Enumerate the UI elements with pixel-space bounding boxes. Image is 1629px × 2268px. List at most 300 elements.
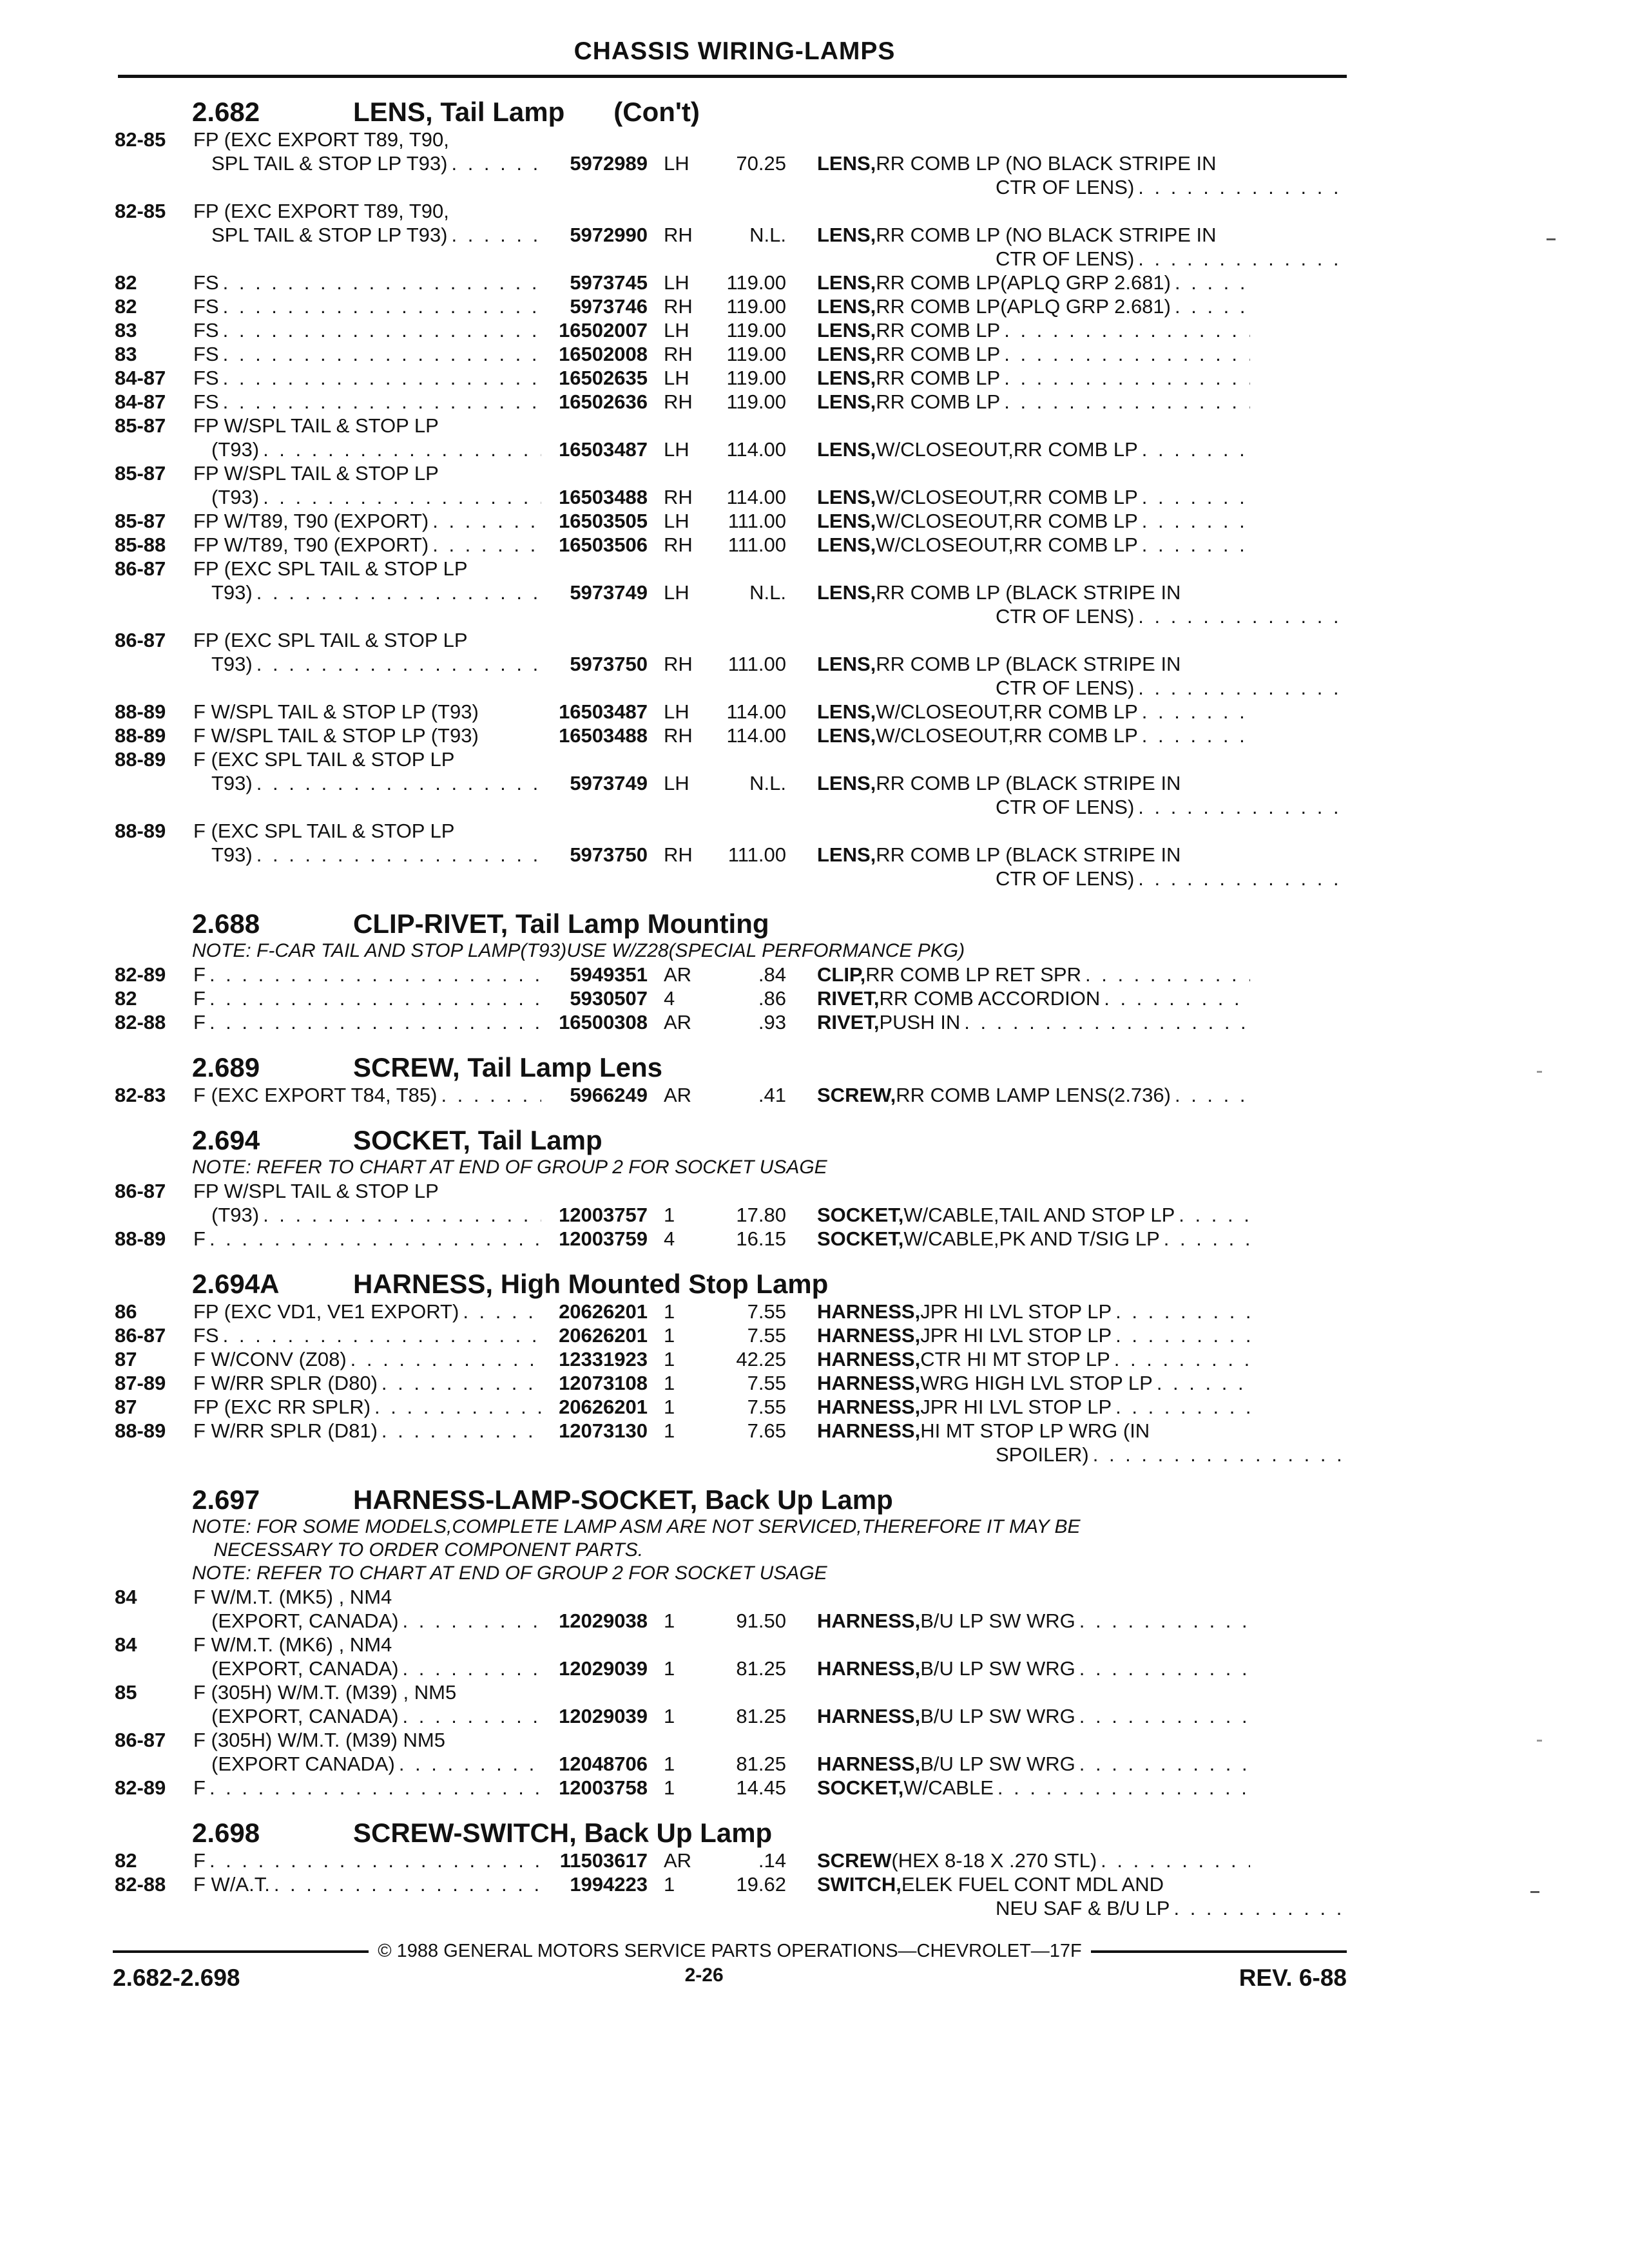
part-number: 20626201 <box>559 1300 648 1323</box>
part-name-keyword: HARNESS, <box>817 1753 921 1775</box>
price: 7.55 <box>747 1396 786 1418</box>
part-number: 5972989 <box>570 152 648 175</box>
part-name <box>786 1395 1250 1419</box>
part-name-continuation-text: CTR OF LENS) <box>996 605 1135 628</box>
part-row <box>115 581 1347 604</box>
quantity: RH <box>664 533 693 556</box>
part-name-continuation-text: CTR OF LENS) <box>996 176 1135 198</box>
section-title: SCREW-SWITCH, Back Up Lamp <box>353 1818 773 1848</box>
part-name-continuation-text: CTR OF LENS) <box>996 247 1135 270</box>
leader-dots <box>1000 318 1250 342</box>
leader-dots <box>206 1849 541 1872</box>
leader-dots <box>270 1872 541 1896</box>
part-name-continuation-text: SPOILER) <box>996 1443 1089 1466</box>
application-description <box>193 1300 541 1323</box>
leader-dots <box>206 1010 541 1034</box>
part-name-keyword: HARNESS, <box>817 1396 921 1418</box>
part-name-text: W/CLOSEOUT,RR COMB LP <box>876 724 1138 747</box>
section-note: NECESSARY TO ORDER COMPONENT PARTS. <box>192 1539 644 1561</box>
leader-dots <box>447 151 541 175</box>
part-row <box>115 963 1347 986</box>
application-description <box>193 1227 541 1251</box>
application-text: F W/SPL TAIL & STOP LP (T93) <box>193 724 479 747</box>
leader-dots <box>1097 1849 1250 1872</box>
application-text: FS <box>193 367 219 389</box>
application-description <box>193 1419 541 1443</box>
part-number: 12073108 <box>559 1372 648 1394</box>
leader-dots <box>1089 1443 1347 1466</box>
quantity: 1 <box>664 1753 675 1775</box>
part-name-continuation-text: CTR OF LENS) <box>996 867 1135 890</box>
part-name-keyword: SCREW <box>817 1849 892 1872</box>
quantity: 1 <box>664 1372 675 1394</box>
footer-revision: REV. 6-88 <box>1239 1965 1347 1991</box>
model-years: 86 <box>115 1300 137 1323</box>
part-name <box>786 581 1250 604</box>
model-years: 85-87 <box>115 414 166 437</box>
leader-dots <box>1171 1083 1250 1107</box>
part-name-continuation <box>115 604 1347 628</box>
part-number: 16502636 <box>559 390 648 413</box>
price: N.L. <box>749 224 786 246</box>
quantity: LH <box>664 581 689 604</box>
part-name-text: B/U LP SW WRG <box>920 1753 1075 1775</box>
section-number: 2.689 <box>192 1052 260 1082</box>
part-name-text: B/U LP SW WRG <box>920 1657 1075 1680</box>
part-number: 16503487 <box>559 700 648 723</box>
part-number: 16502008 <box>559 343 648 365</box>
application-text: FS <box>193 343 219 365</box>
leader-dots <box>259 485 541 509</box>
part-row <box>115 1633 1347 1657</box>
part-row <box>115 1395 1347 1419</box>
model-years: 82-85 <box>115 200 166 222</box>
part-row <box>115 700 1347 724</box>
leader-dots <box>447 223 541 247</box>
application-description <box>193 771 541 795</box>
model-years: 82 <box>115 271 137 294</box>
footer-section-range: 2.682-2.698 <box>113 1965 240 1991</box>
price: 70.25 <box>736 152 786 175</box>
part-name-keyword: LENS, <box>817 533 876 556</box>
quantity: 1 <box>664 1776 675 1799</box>
part-name-text: RR COMB LAMP LENS(2.736) <box>896 1084 1171 1106</box>
part-name-keyword: HARNESS, <box>817 1300 921 1323</box>
application-text: F W/M.T. (MK6) , NM4 <box>193 1633 392 1656</box>
leader-dots <box>219 271 541 294</box>
leader-dots <box>206 1227 541 1251</box>
part-row <box>115 628 1347 652</box>
application-description <box>193 700 541 724</box>
part-row <box>115 1849 1347 1872</box>
application-description <box>193 294 541 318</box>
part-row <box>115 1776 1347 1800</box>
model-years: 86-87 <box>115 557 166 580</box>
part-name-text: (HEX 8-18 X .270 STL) <box>891 1849 1097 1872</box>
price: 16.15 <box>736 1227 786 1250</box>
part-number: 5973750 <box>570 843 648 866</box>
part-name-continuation-text: CTR OF LENS) <box>996 796 1135 818</box>
leader-dots <box>1138 724 1250 747</box>
page-title: CHASSIS WIRING-LAMPS <box>574 37 896 65</box>
part-name <box>786 485 1250 509</box>
part-name-text: RR COMB LP (NO BLACK STRIPE IN <box>876 152 1217 175</box>
model-years: 85-87 <box>115 462 166 485</box>
part-number: 5973749 <box>570 581 648 604</box>
application-description <box>193 1203 541 1227</box>
quantity: 1 <box>664 1324 675 1347</box>
part-row <box>115 843 1347 867</box>
section-note: NOTE: FOR SOME MODELS,COMPLETE LAMP ASM ARE NOT SERVICED,THEREFORE IT MAY BE <box>192 1516 1081 1537</box>
quantity: RH <box>664 343 693 365</box>
part-row <box>115 1179 1347 1203</box>
leader-dots <box>1134 867 1347 890</box>
application-text: FP W/SPL TAIL & STOP LP <box>193 1180 439 1202</box>
application-text: FS <box>193 271 219 294</box>
application-text: SPL TAIL & STOP LP T93) <box>211 152 448 175</box>
model-years: 84 <box>115 1586 137 1608</box>
part-row <box>115 533 1347 557</box>
leader-dots <box>378 1371 541 1395</box>
leader-dots <box>253 771 541 795</box>
model-years: 87-89 <box>115 1372 166 1394</box>
application-description <box>193 271 541 294</box>
application-description <box>193 509 541 533</box>
price: .93 <box>758 1011 786 1033</box>
quantity: RH <box>664 224 693 246</box>
model-years: 84-87 <box>115 390 166 413</box>
part-name-continuation <box>115 247 1347 271</box>
section-heading <box>115 1811 1347 1849</box>
part-name-continuation <box>115 676 1347 700</box>
part-name-text: W/CLOSEOUT,RR COMB LP <box>876 510 1138 532</box>
part-number: 12029039 <box>559 1705 648 1727</box>
price: 111.00 <box>728 533 786 556</box>
section-heading <box>115 1046 1347 1083</box>
price: .84 <box>758 963 786 986</box>
part-row <box>115 986 1347 1010</box>
part-name-keyword: LENS, <box>817 700 876 723</box>
application-text: FP (EXC EXPORT T89, T90, <box>193 200 449 222</box>
price: 114.00 <box>726 486 786 508</box>
application-text: (T93) <box>211 438 260 461</box>
application-text: FS <box>193 390 219 413</box>
price: 119.00 <box>726 295 786 318</box>
quantity: 4 <box>664 987 675 1010</box>
part-name-text: WRG HIGH LVL STOP LP <box>920 1372 1153 1394</box>
application-description <box>193 628 541 652</box>
part-name <box>786 1419 1250 1443</box>
section-title: HARNESS-LAMP-SOCKET, Back Up Lamp <box>353 1485 893 1515</box>
model-years: 82-88 <box>115 1873 166 1896</box>
application-text: FS <box>193 319 219 341</box>
part-name-continuation <box>115 175 1347 199</box>
price: 7.55 <box>747 1324 786 1347</box>
application-text: (T93) <box>211 486 260 508</box>
leader-dots <box>1112 1323 1250 1347</box>
application-description <box>193 318 541 342</box>
quantity: 1 <box>664 1300 675 1323</box>
application-text: FP W/T89, T90 (EXPORT) <box>193 533 429 556</box>
application-text: F (305H) W/M.T. (M39) , NM5 <box>193 1681 457 1704</box>
application-description <box>193 1395 541 1419</box>
leader-dots <box>1112 1395 1250 1419</box>
part-name-keyword: LENS, <box>817 343 876 365</box>
application-description <box>193 199 541 223</box>
part-number: 12048706 <box>559 1753 648 1775</box>
part-name-keyword: LENS, <box>817 653 876 675</box>
application-text: FP W/T89, T90 (EXPORT) <box>193 510 429 532</box>
model-years: 82 <box>115 987 137 1010</box>
part-number: 5973745 <box>570 271 648 294</box>
application-description <box>193 128 541 151</box>
part-name <box>786 318 1250 342</box>
application-description <box>193 724 541 747</box>
part-name-text: RR COMB LP (BLACK STRIPE IN <box>876 581 1181 604</box>
price: N.L. <box>749 581 786 604</box>
model-years: 85-87 <box>115 510 166 532</box>
application-description <box>193 414 541 437</box>
part-number: 5972990 <box>570 224 648 246</box>
price: 111.00 <box>728 843 786 866</box>
leader-dots <box>399 1609 541 1633</box>
application-description <box>193 1849 541 1872</box>
application-text: F <box>193 1849 206 1872</box>
application-description <box>193 223 541 247</box>
part-name <box>786 294 1250 318</box>
part-name-text: JPR HI LVL STOP LP <box>920 1300 1112 1323</box>
part-row <box>115 1872 1347 1896</box>
model-years: 84 <box>115 1633 137 1656</box>
leader-dots <box>1160 1227 1250 1251</box>
part-name <box>786 1227 1250 1251</box>
part-number: 20626201 <box>559 1396 648 1418</box>
price: 119.00 <box>726 390 786 413</box>
price: N.L. <box>749 772 786 794</box>
leader-dots <box>429 509 541 533</box>
price: 7.55 <box>747 1300 786 1323</box>
model-years: 88-89 <box>115 700 166 723</box>
part-row <box>115 1657 1347 1680</box>
part-name-text: RR COMB LP (BLACK STRIPE IN <box>876 772 1181 794</box>
part-name <box>786 1609 1250 1633</box>
model-years: 88-89 <box>115 748 166 771</box>
footer-rule-left <box>113 1950 369 1953</box>
part-name-keyword: HARNESS, <box>817 1657 921 1680</box>
part-row <box>115 461 1347 485</box>
price: 114.00 <box>726 700 786 723</box>
leader-dots <box>1153 1371 1250 1395</box>
application-text: F W/RR SPLR (D80) <box>193 1372 378 1394</box>
part-name <box>786 1083 1250 1107</box>
part-name <box>786 1657 1250 1680</box>
part-name-keyword: LENS, <box>817 772 876 794</box>
quantity: 1 <box>664 1348 675 1370</box>
part-name-continuation <box>115 795 1347 819</box>
quantity: 1 <box>664 1419 675 1442</box>
model-years: 85 <box>115 1681 137 1704</box>
part-name <box>786 1752 1250 1776</box>
leader-dots <box>219 294 541 318</box>
part-name <box>786 700 1250 724</box>
part-name-keyword: LENS, <box>817 295 876 318</box>
part-name-text: RR COMB LP (BLACK STRIPE IN <box>876 653 1181 675</box>
part-number: 12073130 <box>559 1419 648 1442</box>
part-name <box>786 652 1250 676</box>
margin-mark <box>1537 1740 1542 1742</box>
part-name <box>786 963 1250 986</box>
price: 7.55 <box>747 1372 786 1394</box>
leader-dots <box>1134 795 1347 819</box>
application-text: (T93) <box>211 1204 260 1226</box>
section-heading <box>115 1262 1347 1300</box>
application-text: F <box>193 987 206 1010</box>
part-name-continuation-text: CTR OF LENS) <box>996 677 1135 699</box>
section-heading <box>115 1119 1347 1156</box>
application-text: FP (EXC SPL TAIL & STOP LP <box>193 629 468 651</box>
model-years: 82 <box>115 295 137 318</box>
part-number: 12029038 <box>559 1610 648 1632</box>
page-footer <box>113 1941 1347 1992</box>
part-name-text: RR COMB LP(APLQ GRP 2.681) <box>876 271 1171 294</box>
price: 81.25 <box>736 1705 786 1727</box>
part-row <box>115 437 1347 461</box>
footer-page-number: 2-26 <box>684 1965 724 1986</box>
leader-dots <box>1075 1609 1250 1633</box>
part-name-text: HI MT STOP LP WRG (IN <box>920 1419 1150 1442</box>
part-name-continuation <box>115 1443 1347 1466</box>
section-number: 2.697 <box>192 1485 260 1515</box>
part-name-text: JPR HI LVL STOP LP <box>920 1324 1112 1347</box>
leader-dots <box>1075 1752 1250 1776</box>
part-name-keyword: SWITCH, <box>817 1873 901 1896</box>
part-name <box>786 1704 1250 1728</box>
part-row <box>115 819 1347 843</box>
quantity: LH <box>664 271 689 294</box>
part-name <box>786 1849 1250 1872</box>
leader-dots <box>347 1347 541 1371</box>
part-name <box>786 1323 1250 1347</box>
application-description <box>193 1657 541 1680</box>
part-row <box>115 1203 1347 1227</box>
leader-dots <box>1134 247 1347 271</box>
part-name-text: ELEK FUEL CONT MDL AND <box>901 1873 1164 1896</box>
part-name <box>786 1776 1250 1800</box>
part-number: 12003759 <box>559 1227 648 1250</box>
part-name-text: PUSH IN <box>879 1011 961 1033</box>
application-text: FS <box>193 1324 219 1347</box>
part-name-text: RR COMB LP <box>876 367 1001 389</box>
model-years: 82-89 <box>115 1776 166 1799</box>
application-description <box>193 747 541 771</box>
quantity: RH <box>664 724 693 747</box>
model-years: 88-89 <box>115 724 166 747</box>
part-row <box>115 1728 1347 1752</box>
leader-dots <box>994 1776 1250 1800</box>
price: 111.00 <box>728 653 786 675</box>
model-years: 85-88 <box>115 533 166 556</box>
quantity: LH <box>664 510 689 532</box>
part-row <box>115 724 1347 747</box>
part-name-text: B/U LP SW WRG <box>920 1610 1075 1632</box>
leader-dots <box>253 652 541 676</box>
model-years: 82-85 <box>115 128 166 151</box>
part-number: 16503506 <box>559 533 648 556</box>
footer-copyright: © 1988 GENERAL MOTORS SERVICE PARTS OPERATIONS—CHEVROLET—17F <box>378 1941 1082 1961</box>
leader-dots <box>1100 986 1250 1010</box>
quantity: RH <box>664 653 693 675</box>
leader-dots <box>1138 485 1250 509</box>
part-name <box>786 1010 1250 1034</box>
part-name-keyword: SOCKET, <box>817 1204 904 1226</box>
application-description <box>193 1872 541 1896</box>
model-years: 86-87 <box>115 629 166 651</box>
quantity: LH <box>664 438 689 461</box>
quantity: 1 <box>664 1657 675 1680</box>
application-text: F (EXC SPL TAIL & STOP LP <box>193 820 455 842</box>
margin-mark <box>1530 1891 1539 1893</box>
part-name-keyword: LENS, <box>817 367 876 389</box>
part-row <box>115 1419 1347 1443</box>
part-row <box>115 652 1347 676</box>
application-text: FS <box>193 295 219 318</box>
application-description <box>193 581 541 604</box>
price: 119.00 <box>726 343 786 365</box>
price: .14 <box>758 1849 786 1872</box>
part-row <box>115 199 1347 223</box>
part-row <box>115 390 1347 414</box>
application-description <box>193 1371 541 1395</box>
part-name-text: W/CLOSEOUT,RR COMB LP <box>876 533 1138 556</box>
application-description <box>193 843 541 867</box>
application-description <box>193 1585 541 1609</box>
leader-dots <box>1134 676 1347 700</box>
section-heading <box>115 1478 1347 1515</box>
part-name <box>786 366 1250 390</box>
quantity: RH <box>664 486 693 508</box>
application-text: F <box>193 1227 206 1250</box>
application-text: FP (EXC VD1, VE1 EXPORT) <box>193 1300 459 1323</box>
model-years: 88-89 <box>115 1227 166 1250</box>
application-description <box>193 533 541 557</box>
application-description <box>193 461 541 485</box>
part-row <box>115 1227 1347 1251</box>
model-years: 86-87 <box>115 1729 166 1751</box>
part-name <box>786 533 1250 557</box>
application-description <box>193 963 541 986</box>
model-years: 82-89 <box>115 963 166 986</box>
price: 119.00 <box>726 319 786 341</box>
part-number: 11503617 <box>559 1849 648 1872</box>
leader-dots <box>1175 1203 1250 1227</box>
leader-dots <box>1075 1704 1250 1728</box>
part-name-keyword: RIVET, <box>817 1011 880 1033</box>
part-row <box>115 414 1347 437</box>
application-text: T93) <box>211 772 253 794</box>
leader-dots <box>1075 1657 1250 1680</box>
application-text: F W/A.T. <box>193 1873 270 1896</box>
section-number: 2.698 <box>192 1818 260 1848</box>
model-years: 82 <box>115 1849 137 1872</box>
quantity: AR <box>664 1849 692 1872</box>
section-title: SOCKET, Tail Lamp <box>353 1125 602 1155</box>
part-number: 16500308 <box>559 1011 648 1033</box>
part-row <box>115 1585 1347 1609</box>
application-description <box>193 366 541 390</box>
leader-dots <box>219 342 541 366</box>
section-heading <box>115 90 1347 128</box>
part-name-text: W/CLOSEOUT,RR COMB LP <box>876 438 1138 461</box>
